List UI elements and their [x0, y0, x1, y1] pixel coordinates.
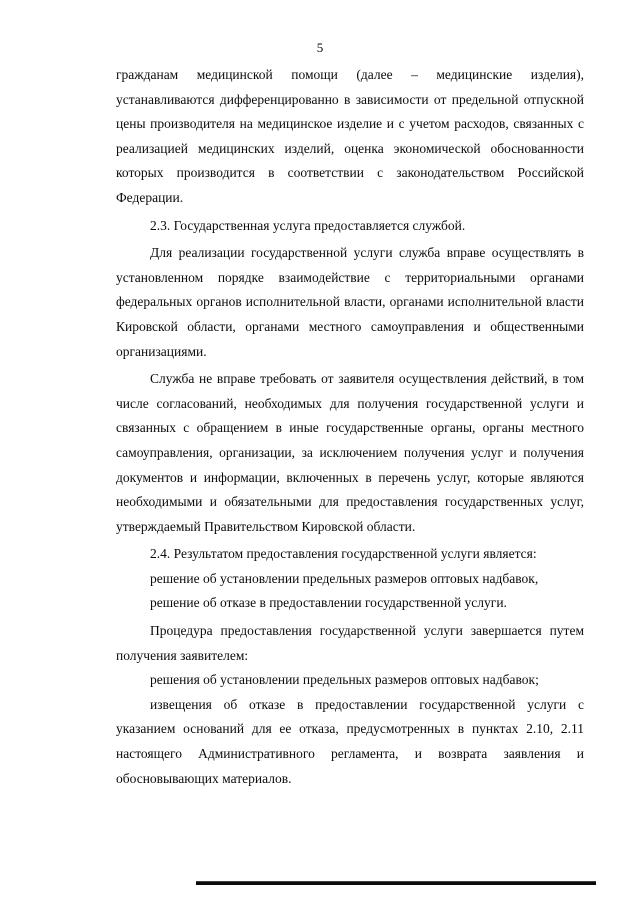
paragraph-restrictions: Служба не вправе требовать от заявителя осуществления действий, в том числе согласований, необходимых для получения государственной услуги и связанных с обращением в иные государственные органы, органы местного самоуправления, организации, за исключением получения услуг и получения документов и информации, включенных в перечень услуг, которые являются необходимыми и обязательными для предоставления государственных услуг, утверждаемый Правительством Кировской области.	[116, 371, 584, 534]
paragraph-2-3: 2.3. Государственная услуга предоставляется службой.	[150, 217, 466, 233]
page-number: 5	[316, 40, 324, 55]
paragraph-interaction: Для реализации государственной услуги служба вправе осуществлять в установленном порядке взаимодействие с территориальными органами федеральных органов исполнительной власти, органами исполнительной власти Кировской области, органами местного самоуправления и общественными организациями.	[116, 245, 584, 359]
paragraph-continuation: гражданам медицинской помощи (далее – медицинские изделия), устанавливаются дифференцированно в зависимости от предельной отпускной цены производителя на медицинское изделие и с учетом расходов, связанных с реализацией медицинских изделий, оценка экономической обоснованности которых производится в соответствии с законодательством Российской Федерации.	[116, 67, 584, 205]
footer-rule	[196, 881, 596, 885]
paragraph-2-4: 2.4. Результатом предоставления государственной услуги является:	[150, 546, 537, 562]
list-item-decision-set: решение об установлении предельных размеров оптовых надбавок,	[150, 570, 539, 586]
list-item-receive-decision: решения об установлении предельных размеров оптовых надбавок;	[150, 672, 539, 688]
list-item-receive-notice: извещения об отказе в предоставлении государственной услуги с указанием оснований для ее отказа, предусмотренных в пунктах 2.10, 2.11 настоящего Административного регламента, и возврата заявления и обосновывающих материалов.	[116, 696, 584, 786]
document-body	[116, 63, 584, 791]
paragraph-procedure: Процедура предоставления государственной услуги завершается путем получения заявителем:	[116, 623, 584, 663]
list-item-decision-refuse: решение об отказе в предоставлении государственной услуги.	[150, 595, 507, 611]
